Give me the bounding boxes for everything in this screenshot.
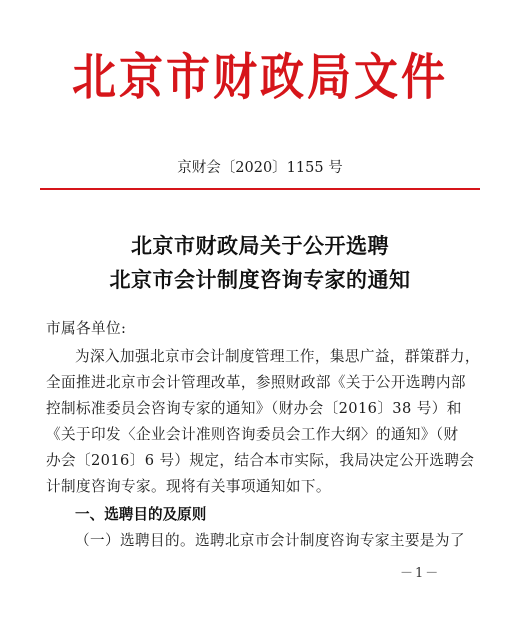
header-red-divider <box>40 188 480 190</box>
salutation: 市属各单位: <box>46 320 127 337</box>
paragraph-1-line: 《关于印发〈企业会计准则咨询委员会工作大纲〉的通知》（财 <box>46 426 459 443</box>
page-number: －1－ <box>400 566 441 581</box>
paragraph-1-line: 办会〔2016〕6 号）规定，结合本市实际，我局决定公开选聘会 <box>46 452 475 469</box>
paragraph-1-line: 全面推进北京市会计管理改革，参照财政部《关于公开选聘内部 <box>46 374 466 391</box>
notice-title-line-2: 北京市会计制度咨询专家的通知 <box>109 267 411 292</box>
paragraph-2-line-1: （一）选聘目的。选聘北京市会计制度咨询专家主要是为了 <box>75 532 465 549</box>
paragraph-1-line: 控制标准委员会咨询专家的通知》（财办会〔2016〕38 号）和 <box>46 400 462 417</box>
paragraph-1 <box>46 344 480 500</box>
notice-title-line-1: 北京市财政局关于公开选聘 <box>131 233 389 258</box>
paragraph-1-line: 为深入加强北京市会计制度管理工作，集思广益，群策群力， <box>75 348 480 365</box>
section-heading-1: 一、选聘目的及原则 <box>75 506 207 523</box>
document-header-title: 北京市财政局文件 <box>72 49 448 107</box>
document-number: 京财会〔2020〕1155 号 <box>177 160 343 176</box>
paragraph-1-line: 计制度咨询专家。现将有关事项通知如下。 <box>46 478 331 495</box>
